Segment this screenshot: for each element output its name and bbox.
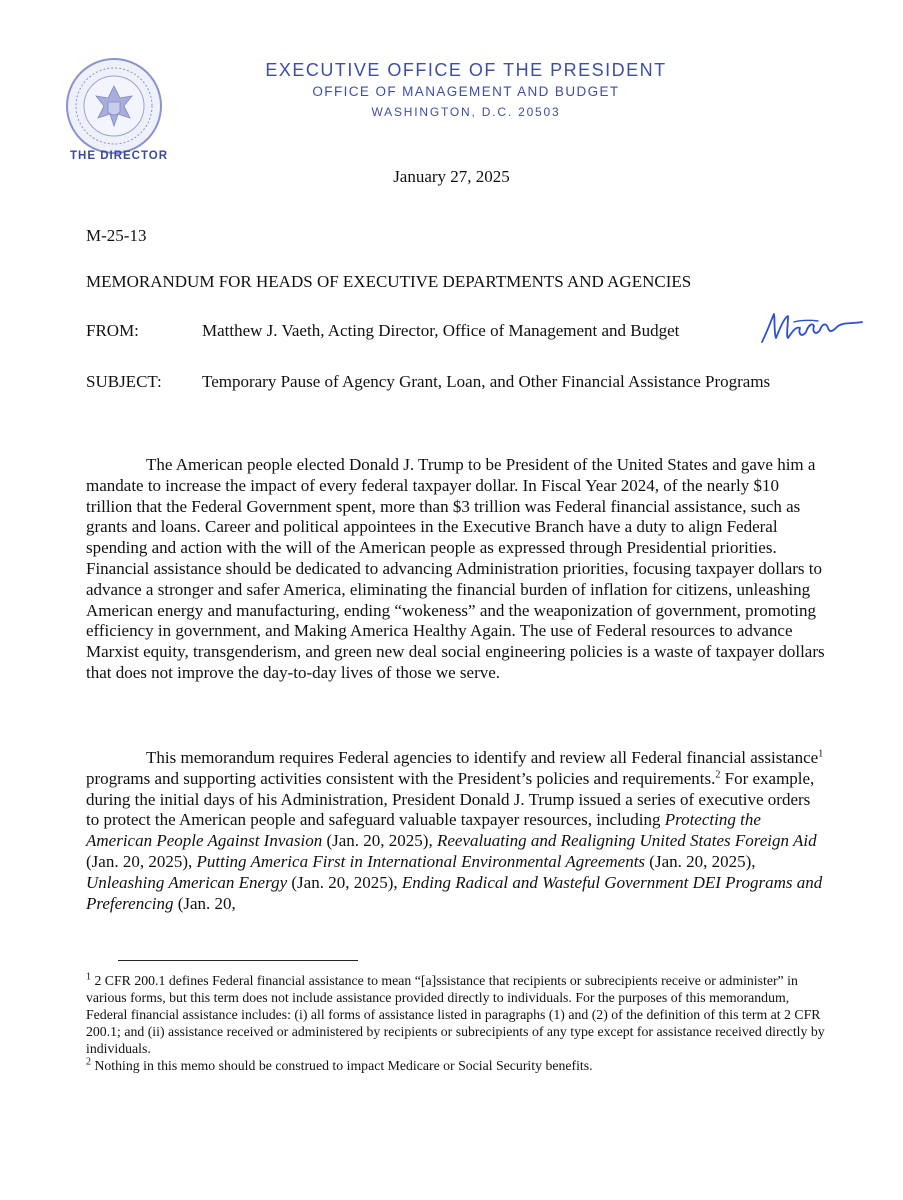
memo-recipients: MEMORANDUM FOR HEADS OF EXECUTIVE DEPARTMENTS AND AGENCIES (86, 272, 692, 291)
memo-date: January 27, 2025 (393, 167, 510, 186)
eo-title-5: Ending Radical and Wasteful Government DEI Programs and Preferencing (86, 872, 823, 913)
seal-icon (64, 56, 164, 156)
subject-text: Temporary Pause of Agency Grant, Loan, and Other Financial Assistance Programs (202, 372, 771, 391)
footnote-1-mark: 1 (86, 971, 91, 983)
footnote-1 (86, 972, 831, 1057)
subject-label: SUBJECT: (86, 372, 162, 391)
signature (758, 308, 868, 348)
footnote-2 (86, 1057, 831, 1074)
eo-date-3: (Jan. 20, 2025), (645, 851, 756, 871)
footnote-1-text: 2 CFR 200.1 defines Federal financial assistance to mean “[a]ssistance that recipients or subrecipients receive or administer” in various forms, but this term does not include assistance provided directly to individuals. For the purposes of this memorandum, Federal financial assistance includes: (i) all forms of assistance listed in paragraphs (1) and (2) of the definition of this term at 2 CFR 200.1; and (ii) assistance received or administered by recipients or subrecipients of any type except for assistance received directly by individuals. (86, 973, 825, 1056)
body-paragraph-2 (86, 748, 826, 914)
from-label: FROM: (86, 321, 139, 340)
eo-title-1: Protecting the American People Against Invasion (86, 810, 761, 851)
footnote-2-text: Nothing in this memo should be construed to impact Medicare or Social Security benefits. (91, 1058, 593, 1073)
eo-title-4: Unleashing American Energy (86, 872, 288, 892)
eo-title-3: Putting America First in International Environmental Agreements (196, 851, 646, 871)
p2-text-c: For example, during the initial days of his Administration, President Donald J. Trump issued a series of executive orders to protect the American people and safeguard valuable taxpayer resources, including (86, 768, 815, 830)
sub-office-title: OFFICE OF MANAGEMENT AND BUDGET (312, 84, 620, 99)
eo-date-1: (Jan. 20, 2025), (322, 831, 437, 851)
from-text: Matthew J. Vaeth, Acting Director, Office of Management and Budget (202, 321, 680, 340)
p2-text-b: programs and supporting activities consistent with the President’s policies and requirements. (86, 768, 716, 788)
footnote-ref-1: 1 (818, 748, 824, 760)
letterhead (240, 58, 692, 122)
body-paragraph-1: The American people elected Donald J. Trump to be President of the United States and gave him a mandate to increase the impact of every federal taxpayer dollar. In Fiscal Year 2024, of the nearly $10 trillion that the Federal Government spent, more than $3 trillion was Federal financial assistance, such as grants and loans. Career and political appointees in the Executive Branch have a duty to align Federal spending and action with the will of the American people as expressed through Presidential priorities. Financial assistance should be dedicated to advancing Administration priorities, focusing taxpayer dollars to advance a stronger and safer America, eliminating the financial burden of inflation for citizens, unleashing American energy and manufacturing, ending “wokeness” and the weaponization of government, promoting efficiency in government, and Making America Healthy Again. The use of Federal resources to advance Marxist equity, transgenderism, and green new deal social engineering policies is a waste of taxpayer dollars that does not improve the day-to-day lives of those we serve. (86, 455, 825, 682)
director-label: THE DIRECTOR (70, 150, 169, 162)
p2-text-a: This memorandum requires Federal agencies to identify and review all Federal financial assistance (146, 748, 819, 767)
signature-scribble (758, 308, 868, 348)
memo-number: M-25-13 (86, 226, 147, 245)
footnotes (86, 972, 831, 1074)
eo-date-5: (Jan. 20, (173, 893, 236, 913)
office-address: WASHINGTON, D.C. 20503 (371, 105, 561, 119)
footnote-ref-2: 2 (715, 769, 721, 781)
eo-date-4: (Jan. 20, 2025), (287, 872, 402, 892)
eo-date-2: (Jan. 20, 2025), (86, 851, 197, 871)
footnote-divider (118, 960, 358, 961)
eo-title-2: Reevaluating and Realigning United States Foreign Aid (436, 831, 817, 851)
office-title: EXECUTIVE OFFICE OF THE PRESIDENT (265, 60, 667, 80)
footnote-2-mark: 2 (86, 1056, 91, 1068)
presidential-seal (64, 56, 164, 156)
